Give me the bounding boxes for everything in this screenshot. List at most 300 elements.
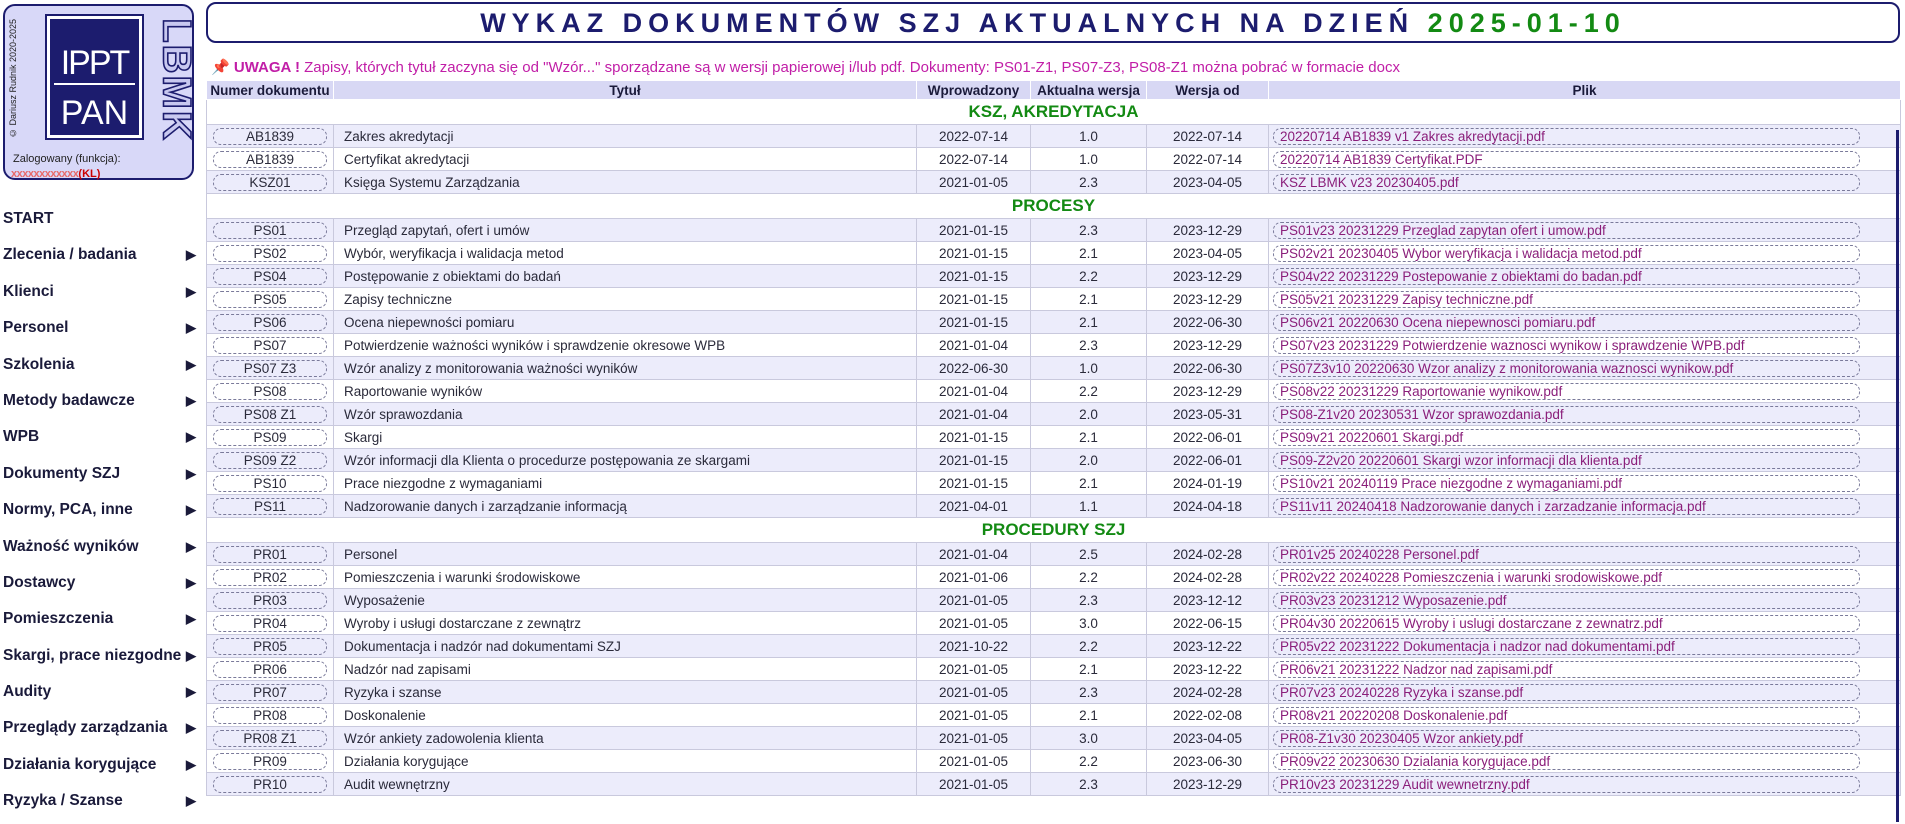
col-header-version[interactable]: Aktualna wersja [1031, 81, 1147, 100]
cell-doc-number [207, 426, 334, 449]
ippt-logo-bottom: PAN [60, 94, 129, 132]
file-link[interactable]: PR09v22 20230630 Dzialania korygujace.pdf [1273, 753, 1860, 770]
col-header-number[interactable]: Numer dokumentu [207, 81, 334, 100]
cell-file [1269, 380, 1901, 403]
section-title: KSZ, AKREDYTACJA [207, 100, 1901, 125]
section-header-row [207, 194, 1901, 219]
cell-version: 2.1 [1031, 288, 1147, 311]
ippt-pan-logo [45, 14, 144, 140]
cell-doc-title: Wyroby i usługi dostarczane z zewnątrz [334, 612, 917, 635]
cell-introduced: 2021-01-05 [917, 727, 1031, 750]
cell-introduced: 2021-01-15 [917, 242, 1031, 265]
doc-number-link[interactable]: PS05 [213, 291, 327, 308]
cell-version: 2.1 [1031, 658, 1147, 681]
cell-version: 2.2 [1031, 750, 1147, 773]
doc-number-link[interactable]: PR05 [213, 638, 327, 655]
file-link[interactable]: PS04v22 20231229 Postepowanie z obiektami do badan.pdf [1273, 268, 1860, 285]
cell-version-from: 2024-01-19 [1147, 472, 1269, 495]
cell-version: 2.2 [1031, 566, 1147, 589]
doc-number-link[interactable]: AB1839 [213, 151, 327, 168]
cell-version: 2.3 [1031, 773, 1147, 796]
sidebar-item[interactable] [0, 678, 200, 714]
cell-doc-number [207, 265, 334, 288]
table-row [207, 681, 1901, 704]
cell-introduced: 2021-01-05 [917, 589, 1031, 612]
file-link[interactable]: PS08v22 20231229 Raportowanie wynikow.pdf [1273, 383, 1860, 400]
cell-file [1269, 543, 1901, 566]
cell-version: 2.1 [1031, 426, 1147, 449]
sidebar-item-label: Normy, PCA, inne [3, 501, 133, 519]
table-row [207, 635, 1901, 658]
cell-version-from: 2022-07-14 [1147, 148, 1269, 171]
cell-doc-title: Wzór sprawozdania [334, 403, 917, 426]
cell-file [1269, 171, 1901, 194]
cell-version: 2.0 [1031, 403, 1147, 426]
doc-number-link[interactable]: PR02 [213, 569, 327, 586]
cell-doc-title: Zakres akredytacji [334, 125, 917, 148]
cell-doc-title: Prace niezgodne z wymaganiami [334, 472, 917, 495]
table-row [207, 219, 1901, 242]
cell-doc-title: Wzór informacji dla Klienta o procedurze postępowania ze skargami [334, 449, 917, 472]
sidebar-item-label: WPB [3, 428, 40, 446]
cell-version-from: 2024-02-28 [1147, 566, 1269, 589]
submenu-arrow-icon: ▶ [186, 283, 196, 299]
cell-doc-number [207, 658, 334, 681]
doc-number-link[interactable]: PS06 [213, 314, 327, 331]
cell-doc-number [207, 612, 334, 635]
table-row [207, 426, 1901, 449]
doc-number-link[interactable]: PS09 Z2 [213, 452, 327, 469]
sidebar-item-label: Ważność wyników [3, 537, 139, 555]
sidebar-item-label: Dostawcy [3, 573, 76, 591]
cell-introduced: 2021-01-04 [917, 334, 1031, 357]
table-row [207, 171, 1901, 194]
sidebar-item-label: Przeglądy zarządzania [3, 719, 168, 737]
doc-number-link[interactable]: PR01 [213, 546, 327, 563]
sidebar-item[interactable] [0, 205, 200, 241]
login-label: Zalogowany (funkcja): [13, 153, 121, 165]
cell-doc-number [207, 125, 334, 148]
col-header-version-from[interactable]: Wersja od [1147, 81, 1269, 100]
cell-doc-number [207, 727, 334, 750]
cell-introduced: 2021-04-01 [917, 495, 1031, 518]
cell-version-from: 2023-12-29 [1147, 334, 1269, 357]
cell-doc-number [207, 589, 334, 612]
cell-doc-number [207, 472, 334, 495]
file-link[interactable]: 20220714 AB1839 Certyfikat.PDF [1273, 151, 1860, 168]
cell-file [1269, 635, 1901, 658]
file-link[interactable]: PS10v21 20240119 Prace niezgodne z wymaganiami.pdf [1273, 475, 1860, 492]
page-title-text: WYKAZ DOKUMENTÓW SZJ AKTUALNYCH NA DZIEŃ [480, 8, 1415, 38]
cell-doc-title: Raportowanie wyników [334, 380, 917, 403]
sidebar-item[interactable] [0, 387, 200, 423]
cell-doc-title: Ocena niepewności pomiaru [334, 311, 917, 334]
doc-number-link[interactable]: PS04 [213, 268, 327, 285]
sidebar-menu [0, 205, 200, 824]
file-link[interactable]: PS08-Z1v20 20230531 Wzor sprawozdania.pdf [1273, 406, 1860, 423]
cell-doc-number [207, 543, 334, 566]
submenu-arrow-icon: ▶ [186, 356, 196, 372]
cell-doc-number [207, 681, 334, 704]
table-row [207, 334, 1901, 357]
cell-doc-number [207, 449, 334, 472]
submenu-arrow-icon: ▶ [186, 684, 196, 700]
cell-file [1269, 704, 1901, 727]
table-row [207, 773, 1901, 796]
cell-doc-number [207, 171, 334, 194]
doc-number-link[interactable]: AB1839 [213, 128, 327, 145]
sidebar-item-label: Pomieszczenia [3, 610, 114, 628]
warning-note [211, 58, 1400, 76]
submenu-arrow-icon: ▶ [186, 392, 196, 408]
cell-version-from: 2022-06-15 [1147, 612, 1269, 635]
cell-version: 2.3 [1031, 589, 1147, 612]
cell-version: 1.0 [1031, 148, 1147, 171]
warning-text: Zapisy, których tytuł zaczyna się od "Wzór..." sporządzane są w wersji papierowej i/lub pdf. Dokumenty: PS01-Z1, PS07-Z3, PS08-Z1 można pobrać w formacie docx [304, 59, 1400, 76]
submenu-arrow-icon: ▶ [186, 756, 196, 772]
cell-doc-title: Doskonalenie [334, 704, 917, 727]
cell-doc-title: Postępowanie z obiektami do badań [334, 265, 917, 288]
cell-version-from: 2023-04-05 [1147, 242, 1269, 265]
sidebar-item-label: Audity [3, 683, 52, 701]
doc-number-link[interactable]: PR03 [213, 592, 327, 609]
cell-file [1269, 125, 1901, 148]
col-header-file[interactable]: Plik [1269, 81, 1901, 100]
cell-doc-number [207, 148, 334, 171]
submenu-arrow-icon: ▶ [186, 538, 196, 554]
cell-doc-title: Skargi [334, 426, 917, 449]
table-row [207, 125, 1901, 148]
login-user-name: xxxxxxxxxxxx [11, 168, 79, 180]
file-link[interactable]: 20220714 AB1839 v1 Zakres akredytacji.pdf [1273, 128, 1860, 145]
login-user [11, 168, 100, 180]
cell-file [1269, 334, 1901, 357]
cell-introduced: 2021-01-15 [917, 426, 1031, 449]
submenu-arrow-icon: ▶ [186, 247, 196, 263]
sidebar-item[interactable] [0, 533, 200, 569]
sidebar-item[interactable] [0, 642, 200, 678]
cell-introduced: 2021-10-22 [917, 635, 1031, 658]
cell-file [1269, 219, 1901, 242]
table-row [207, 265, 1901, 288]
cell-file [1269, 403, 1901, 426]
col-header-title[interactable]: Tytuł [334, 81, 917, 100]
sidebar-item[interactable] [0, 314, 200, 350]
cell-file [1269, 265, 1901, 288]
sidebar-item[interactable] [0, 751, 200, 787]
cell-version: 2.3 [1031, 219, 1147, 242]
sidebar-item[interactable] [0, 460, 200, 496]
cell-introduced: 2021-01-15 [917, 311, 1031, 334]
submenu-arrow-icon: ▶ [186, 793, 196, 809]
cell-version: 1.1 [1031, 495, 1147, 518]
cell-version-from: 2023-12-22 [1147, 658, 1269, 681]
cell-doc-title: Nadzór nad zapisami [334, 658, 917, 681]
cell-doc-title: Wybór, weryfikacja i walidacja metod [334, 242, 917, 265]
cell-doc-title: Personel [334, 543, 917, 566]
cell-doc-number [207, 773, 334, 796]
cell-file [1269, 612, 1901, 635]
cell-doc-number [207, 288, 334, 311]
doc-number-link[interactable]: PR10 [213, 776, 327, 793]
file-link[interactable]: PR05v22 20231222 Dokumentacja i nadzor nad dokumentami.pdf [1273, 638, 1860, 655]
doc-number-link[interactable]: PS07 Z3 [213, 360, 327, 377]
page-title-box [206, 2, 1900, 43]
file-link[interactable]: PR10v23 20231229 Audit wewnetrzny.pdf [1273, 776, 1860, 793]
cell-doc-number [207, 566, 334, 589]
cell-version-from: 2022-06-01 [1147, 426, 1269, 449]
documents-table [206, 80, 1901, 796]
doc-number-link[interactable]: PS09 [213, 429, 327, 446]
sidebar-item[interactable] [0, 423, 200, 459]
doc-number-link[interactable]: PR09 [213, 753, 327, 770]
cell-introduced: 2021-01-15 [917, 472, 1031, 495]
doc-number-link[interactable]: PS02 [213, 245, 327, 262]
cell-introduced: 2022-07-14 [917, 125, 1031, 148]
col-header-introduced[interactable]: Wprowadzony [917, 81, 1031, 100]
submenu-arrow-icon: ▶ [186, 429, 196, 445]
doc-number-link[interactable]: PS11 [213, 498, 327, 515]
cell-version-from: 2023-04-05 [1147, 171, 1269, 194]
file-link[interactable]: PR04v30 20220615 Wyroby i uslugi dostarczane z zewnatrz.pdf [1273, 615, 1860, 632]
copyright-note: © Dariusz Rudnik 2020-2025 [8, 18, 18, 138]
cell-version: 2.1 [1031, 311, 1147, 334]
table-row [207, 311, 1901, 334]
table-row [207, 242, 1901, 265]
cell-doc-number [207, 219, 334, 242]
table-row [207, 380, 1901, 403]
doc-number-link[interactable]: PR04 [213, 615, 327, 632]
table-header-row [207, 81, 1901, 100]
sidebar-item[interactable] [0, 605, 200, 641]
submenu-arrow-icon: ▶ [186, 647, 196, 663]
file-link[interactable]: PS01v23 20231229 Przeglad zapytan ofert i umow.pdf [1273, 222, 1860, 239]
file-link[interactable]: PS09v21 20220601 Skargi.pdf [1273, 429, 1860, 446]
file-link[interactable]: PS07Z3v10 20220630 Wzor analizy z monitorowania waznosci wynikow.pdf [1273, 360, 1860, 377]
cell-doc-title: Audit wewnętrzny [334, 773, 917, 796]
table-row [207, 566, 1901, 589]
cell-introduced: 2022-07-14 [917, 148, 1031, 171]
cell-file [1269, 750, 1901, 773]
section-header-row [207, 518, 1901, 543]
cell-version: 2.1 [1031, 472, 1147, 495]
table-row [207, 750, 1901, 773]
cell-version-from: 2024-04-18 [1147, 495, 1269, 518]
cell-version-from: 2023-12-29 [1147, 288, 1269, 311]
file-link[interactable]: PS05v21 20231229 Zapisy techniczne.pdf [1273, 291, 1860, 308]
cell-doc-title: Nadzorowanie danych i zarządzanie informacją [334, 495, 917, 518]
cell-file [1269, 449, 1901, 472]
sidebar-item[interactable] [0, 351, 200, 387]
cell-version: 3.0 [1031, 612, 1147, 635]
cell-version-from: 2023-12-12 [1147, 589, 1269, 612]
cell-version: 1.0 [1031, 357, 1147, 380]
cell-version-from: 2023-04-05 [1147, 727, 1269, 750]
ippt-logo-top: IPPT [60, 44, 129, 82]
cell-file [1269, 658, 1901, 681]
cell-version-from: 2022-06-01 [1147, 449, 1269, 472]
file-link[interactable]: PR01v25 20240228 Personel.pdf [1273, 546, 1860, 563]
cell-introduced: 2021-01-15 [917, 219, 1031, 242]
cell-introduced: 2021-01-04 [917, 403, 1031, 426]
cell-version: 2.3 [1031, 334, 1147, 357]
file-link[interactable]: PS09-Z2v20 20220601 Skargi wzor informacji dla klienta.pdf [1273, 452, 1860, 469]
table-row [207, 612, 1901, 635]
cell-file [1269, 357, 1901, 380]
cell-version: 1.0 [1031, 125, 1147, 148]
cell-doc-title: Certyfikat akredytacji [334, 148, 917, 171]
sidebar-item-label: Personel [3, 319, 69, 337]
file-link[interactable]: KSZ LBMK v23 20230405.pdf [1273, 174, 1860, 191]
cell-introduced: 2021-01-05 [917, 658, 1031, 681]
sidebar-item[interactable] [0, 241, 200, 277]
cell-version: 2.2 [1031, 380, 1147, 403]
sidebar-item-label: Klienci [3, 282, 54, 300]
cell-doc-number [207, 334, 334, 357]
doc-number-link[interactable]: PR08 Z1 [213, 730, 327, 747]
table-row [207, 589, 1901, 612]
cell-file [1269, 727, 1901, 750]
sidebar-item[interactable] [0, 714, 200, 750]
table-row [207, 472, 1901, 495]
cell-introduced: 2021-01-05 [917, 681, 1031, 704]
cell-file [1269, 148, 1901, 171]
doc-number-link[interactable]: PS08 [213, 383, 327, 400]
cell-version-from: 2024-02-28 [1147, 543, 1269, 566]
section-title: PROCEDURY SZJ [207, 518, 1901, 543]
documents-table-wrap[interactable] [206, 80, 1900, 822]
table-row [207, 449, 1901, 472]
cell-introduced: 2021-01-05 [917, 612, 1031, 635]
cell-version: 2.5 [1031, 543, 1147, 566]
cell-version-from: 2023-05-31 [1147, 403, 1269, 426]
cell-file [1269, 311, 1901, 334]
sidebar-item-label: Skargi, prace niezgodne [3, 646, 182, 664]
cell-file [1269, 426, 1901, 449]
cell-version-from: 2022-07-14 [1147, 125, 1269, 148]
cell-doc-title: Wzór ankiety zadowolenia klienta [334, 727, 917, 750]
cell-version-from: 2023-12-29 [1147, 773, 1269, 796]
doc-number-link[interactable]: PR06 [213, 661, 327, 678]
cell-file [1269, 495, 1901, 518]
warning-lead: UWAGA ! [233, 59, 300, 76]
cell-version: 2.3 [1031, 681, 1147, 704]
sidebar-item[interactable] [0, 787, 200, 823]
cell-introduced: 2021-01-05 [917, 704, 1031, 727]
doc-number-link[interactable]: PR08 [213, 707, 327, 724]
submenu-arrow-icon: ▶ [186, 574, 196, 590]
cell-version-from: 2023-12-29 [1147, 219, 1269, 242]
cell-doc-number [207, 357, 334, 380]
cell-version: 2.0 [1031, 449, 1147, 472]
doc-number-link[interactable]: PS10 [213, 475, 327, 492]
page-title [480, 8, 1626, 38]
cell-doc-number [207, 311, 334, 334]
sidebar-item-label: Metody badawcze [3, 391, 135, 409]
sidebar-item[interactable] [0, 496, 200, 532]
cell-doc-number [207, 380, 334, 403]
cell-introduced: 2021-01-05 [917, 773, 1031, 796]
cell-version-from: 2023-12-29 [1147, 380, 1269, 403]
table-row [207, 658, 1901, 681]
sidebar-item[interactable] [0, 569, 200, 605]
file-link[interactable]: PR02v22 20240228 Pomieszczenia i warunki srodowiskowe.pdf [1273, 569, 1860, 586]
submenu-arrow-icon: ▶ [186, 502, 196, 518]
file-link[interactable]: PS06v21 20220630 Ocena niepewnosci pomiaru.pdf [1273, 314, 1860, 331]
file-link[interactable]: PS07v23 20231229 Potwierdzenie waznosci wynikow i sprawdzenie WPB.pdf [1273, 337, 1860, 354]
doc-number-link[interactable]: KSZ01 [213, 174, 327, 191]
cell-introduced: 2021-01-06 [917, 566, 1031, 589]
file-link[interactable]: PR03v23 20231212 Wyposazenie.pdf [1273, 592, 1860, 609]
cell-file [1269, 472, 1901, 495]
cell-doc-title: Wzór analizy z monitorowania ważności wyników [334, 357, 917, 380]
cell-file [1269, 566, 1901, 589]
pin-icon: 📌 [211, 59, 230, 76]
doc-number-link[interactable]: PR07 [213, 684, 327, 701]
table-row [207, 403, 1901, 426]
cell-version: 2.1 [1031, 242, 1147, 265]
cell-version-from: 2022-02-08 [1147, 704, 1269, 727]
table-row [207, 148, 1901, 171]
cell-introduced: 2021-01-05 [917, 750, 1031, 773]
file-link[interactable]: PS02v21 20230405 Wybor weryfikacja i walidacja metod.pdf [1273, 245, 1860, 262]
cell-doc-number [207, 495, 334, 518]
cell-introduced: 2021-01-15 [917, 288, 1031, 311]
doc-number-link[interactable]: PS08 Z1 [213, 406, 327, 423]
doc-number-link[interactable]: PS07 [213, 337, 327, 354]
cell-doc-number [207, 750, 334, 773]
doc-number-link[interactable]: PS01 [213, 222, 327, 239]
sidebar-item-label: Zlecenia / badania [3, 246, 137, 264]
file-link[interactable]: PR07v23 20240228 Ryzyka i szanse.pdf [1273, 684, 1860, 701]
cell-version: 2.2 [1031, 265, 1147, 288]
logo-panel [3, 4, 199, 180]
cell-file [1269, 773, 1901, 796]
cell-version-from: 2023-12-22 [1147, 635, 1269, 658]
sidebar-item[interactable] [0, 278, 200, 314]
table-row [207, 543, 1901, 566]
section-title: PROCESY [207, 194, 1901, 219]
table-row [207, 495, 1901, 518]
cell-introduced: 2021-01-15 [917, 265, 1031, 288]
cell-version: 2.1 [1031, 704, 1147, 727]
file-link[interactable]: PS11v11 20240418 Nadzorowanie danych i zarzadzanie informacja.pdf [1273, 498, 1860, 515]
file-link[interactable]: PR08v21 20220208 Doskonalenie.pdf [1273, 707, 1860, 724]
cell-doc-title: Zapisy techniczne [334, 288, 917, 311]
cell-file [1269, 288, 1901, 311]
table-row [207, 727, 1901, 750]
cell-doc-number [207, 242, 334, 265]
submenu-arrow-icon: ▶ [186, 465, 196, 481]
lbmk-logo-text: LBMK [154, 18, 199, 142]
cell-doc-number [207, 635, 334, 658]
cell-version-from: 2023-06-30 [1147, 750, 1269, 773]
sidebar-item-label: Ryzyka / Szanse [3, 792, 123, 810]
cell-introduced: 2022-06-30 [917, 357, 1031, 380]
sidebar-item-label: Szkolenia [3, 355, 75, 373]
cell-doc-number [207, 704, 334, 727]
file-link[interactable]: PR06v21 20231222 Nadzor nad zapisami.pdf [1273, 661, 1860, 678]
sidebar-item-label: Działania korygujące [3, 755, 157, 773]
cell-version: 3.0 [1031, 727, 1147, 750]
cell-file [1269, 589, 1901, 612]
file-link[interactable]: PR08-Z1v30 20230405 Wzor ankiety.pdf [1273, 730, 1860, 747]
cell-introduced: 2021-01-04 [917, 543, 1031, 566]
cell-doc-number [207, 403, 334, 426]
sidebar-item-label: START [3, 210, 54, 227]
submenu-arrow-icon: ▶ [186, 611, 196, 627]
cell-doc-title: Dokumentacja i nadzór nad dokumentami SZJ [334, 635, 917, 658]
